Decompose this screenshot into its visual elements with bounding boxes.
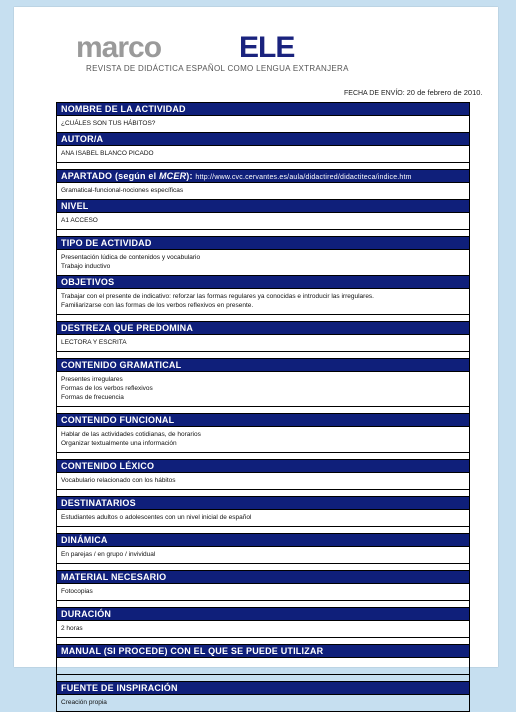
- logo-accent-text: ELE: [239, 31, 295, 64]
- section-body: [57, 145, 469, 162]
- section-body: [57, 657, 469, 674]
- section-body: [57, 182, 469, 199]
- section-heading-text: OBJETIVOS: [61, 277, 115, 287]
- logo-main-text: marco: [76, 31, 162, 64]
- section-heading-text: DINÁMICA: [61, 535, 108, 545]
- section-body: [57, 426, 469, 452]
- section-spacer: [57, 162, 469, 169]
- date-value: 20 de febrero de 2010.: [406, 88, 483, 97]
- section-spacer: [57, 314, 469, 321]
- section-body: [57, 288, 469, 314]
- section-body: [57, 371, 469, 406]
- section-body: [57, 509, 469, 526]
- section-text-line: Familiarizarse con las formas de los verbos reflexivos en presente.: [61, 302, 254, 309]
- section-heading-text: TIPO DE ACTIVIDAD: [61, 238, 152, 248]
- section-heading-emphasis: MCER: [158, 171, 187, 181]
- section-text-line: Formas de frecuencia: [61, 394, 124, 401]
- section-text-line: LECTORA Y ESCRITA: [61, 339, 127, 346]
- section-body: [57, 694, 469, 711]
- date-label: FECHA DE ENVÍO:: [344, 90, 405, 97]
- section-spacer: [57, 489, 469, 496]
- section-text-line: En parejas / en grupo / invividual: [61, 551, 156, 558]
- section-spacer: [57, 406, 469, 413]
- section-text-line: Vocabulario relacionado con los hábitos: [61, 477, 176, 484]
- section-heading: [57, 644, 469, 657]
- section-body: [57, 334, 469, 351]
- section-heading: [57, 358, 469, 371]
- section-heading-text: DURACIÓN: [61, 609, 112, 619]
- section-spacer: [57, 600, 469, 607]
- section-heading-text: ):: [186, 171, 193, 181]
- section-heading: [57, 607, 469, 620]
- section-heading-text: FUENTE DE INSPIRACIÓN: [61, 683, 178, 693]
- section-spacer: [57, 229, 469, 236]
- section-heading-text: MANUAL (SI PROCEDE) CON EL QUE SE PUEDE UTILIZAR: [61, 646, 324, 656]
- section-heading-text: DESTREZA QUE PREDOMINA: [61, 323, 194, 333]
- document-page: [14, 7, 498, 706]
- section-text-line: Hablar de las actividades cotidianas, de horarios: [61, 431, 201, 438]
- section-heading: [57, 459, 469, 472]
- submission-date: [344, 88, 483, 97]
- marcoele-logo: [76, 31, 336, 64]
- section-heading: [57, 199, 469, 212]
- section-text-line: Fotocopias: [61, 588, 93, 595]
- section-heading: [57, 236, 469, 249]
- section-body: [57, 212, 469, 229]
- section-text-line: Presentes irregulares: [61, 376, 123, 383]
- section-text-line: Formas de los verbos reflexivos: [61, 385, 153, 392]
- section-heading-text: APARTADO (según el: [61, 171, 159, 181]
- section-text-line: 2 horas: [61, 625, 83, 632]
- section-body: [57, 620, 469, 637]
- section-spacer: [57, 674, 469, 681]
- section-spacer: [57, 351, 469, 358]
- section-heading: [57, 103, 469, 115]
- section-spacer: [57, 526, 469, 533]
- section-text-line: Creación propia: [61, 699, 107, 706]
- section-heading-text: CONTENIDO GRAMATICAL: [61, 360, 182, 370]
- section-text-line: Presentación lúdica de contenidos y vocabulario: [61, 254, 201, 261]
- section-heading: [57, 413, 469, 426]
- section-text-line: Gramatical-funcional-nociones específicas: [61, 187, 184, 194]
- section-text-line: Trabajar con el presente de indicativo: reforzar las formas regulares ya conocidas e introducir las irregulares.: [61, 293, 374, 300]
- section-body: [57, 472, 469, 489]
- section-spacer: [57, 452, 469, 459]
- section-heading-text: CONTENIDO FUNCIONAL: [61, 415, 175, 425]
- section-heading: [57, 496, 469, 509]
- section-heading: [57, 321, 469, 334]
- section-heading-text: CONTENIDO LÉXICO: [61, 461, 155, 471]
- section-heading: [57, 681, 469, 694]
- section-heading: [57, 275, 469, 288]
- section-text-line: ANA ISABEL BLANCO PICADO: [61, 150, 154, 157]
- section-text-line: Trabajo inductivo: [61, 263, 111, 270]
- section-spacer: [57, 563, 469, 570]
- section-text-line: Estudiantes adultos o adolescentes con un nivel inicial de español: [61, 514, 252, 521]
- section-text-line: A1 ACCESO: [61, 217, 98, 224]
- section-heading: [57, 570, 469, 583]
- activity-form: [56, 102, 470, 712]
- section-heading-text: MATERIAL NECESARIO: [61, 572, 167, 582]
- section-heading-text: AUTOR/A: [61, 134, 104, 144]
- section-heading-text: DESTINATARIOS: [61, 498, 136, 508]
- section-body: [57, 249, 469, 275]
- section-text-line: ¿CUÁLES SON TUS HÁBITOS?: [61, 120, 156, 127]
- section-heading-text: NIVEL: [61, 201, 89, 211]
- section-heading-text: NOMBRE DE LA ACTIVIDAD: [61, 104, 186, 114]
- section-heading: [57, 533, 469, 546]
- section-body: [57, 115, 469, 132]
- section-body: [57, 546, 469, 563]
- section-text-line: Organizar textualmente una información: [61, 440, 177, 447]
- section-body: [57, 583, 469, 600]
- section-heading: [57, 132, 469, 145]
- section-heading: [57, 169, 469, 182]
- magazine-tagline: REVISTA DE DIDÁCTICA ESPAÑOL COMO LENGUA EXTRANJERA: [86, 64, 349, 73]
- section-spacer: [57, 637, 469, 644]
- section-url-link[interactable]: http://www.cvc.cervantes.es/aula/didactired/didactiteca/indice.htm: [195, 174, 412, 181]
